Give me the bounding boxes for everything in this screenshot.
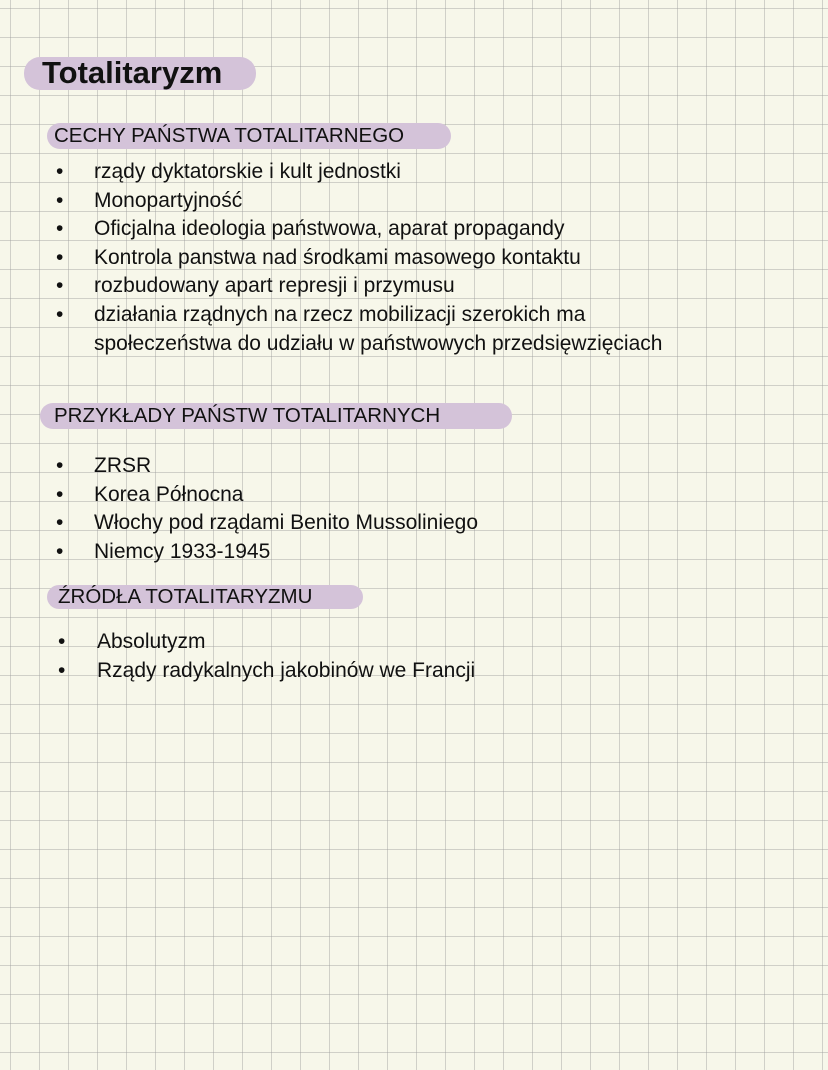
list-item: • Absolutyzm — [58, 630, 206, 653]
list-item: • ZRSR — [56, 454, 152, 477]
section-heading-examples: PRZYKŁADY PAŃSTW TOTALITARNYCH — [54, 404, 441, 427]
examples-list — [56, 452, 676, 566]
list-item: • Oficjalna ideologia państwowa, aparat propagandy — [56, 217, 565, 241]
list-item: • rządy dyktatorskie i kult jednostki — [56, 160, 401, 183]
list-item: • Rządy radykalnych jakobinów we Francji — [58, 658, 476, 682]
list-item: • Korea Północna — [56, 482, 244, 506]
list-item: • Włochy pod rządami Benito Mussoliniego — [56, 511, 479, 535]
section-heading-sources: ŹRÓDŁA TOTALITARYZMU — [58, 585, 313, 608]
section-heading-features: CECHY PAŃSTWA TOTALITARNEGO — [54, 124, 405, 147]
page-title: Totalitaryzm — [42, 55, 223, 90]
list-item: • Monopartyjność — [56, 188, 243, 212]
list-item: • działania rządnych na rzecz mobilizacji szerokich ma społeczeństwa do udziału w państwowych przedsięwzięciach — [56, 302, 663, 355]
list-item: • Kontrola panstwa nad środkami masowego kontaktu — [56, 245, 581, 269]
features-list — [56, 158, 676, 358]
list-item: • Niemcy 1933-1945 — [56, 539, 271, 563]
list-item: • rozbudowany apart represji i przymusu — [56, 274, 455, 298]
sources-list — [58, 628, 678, 685]
